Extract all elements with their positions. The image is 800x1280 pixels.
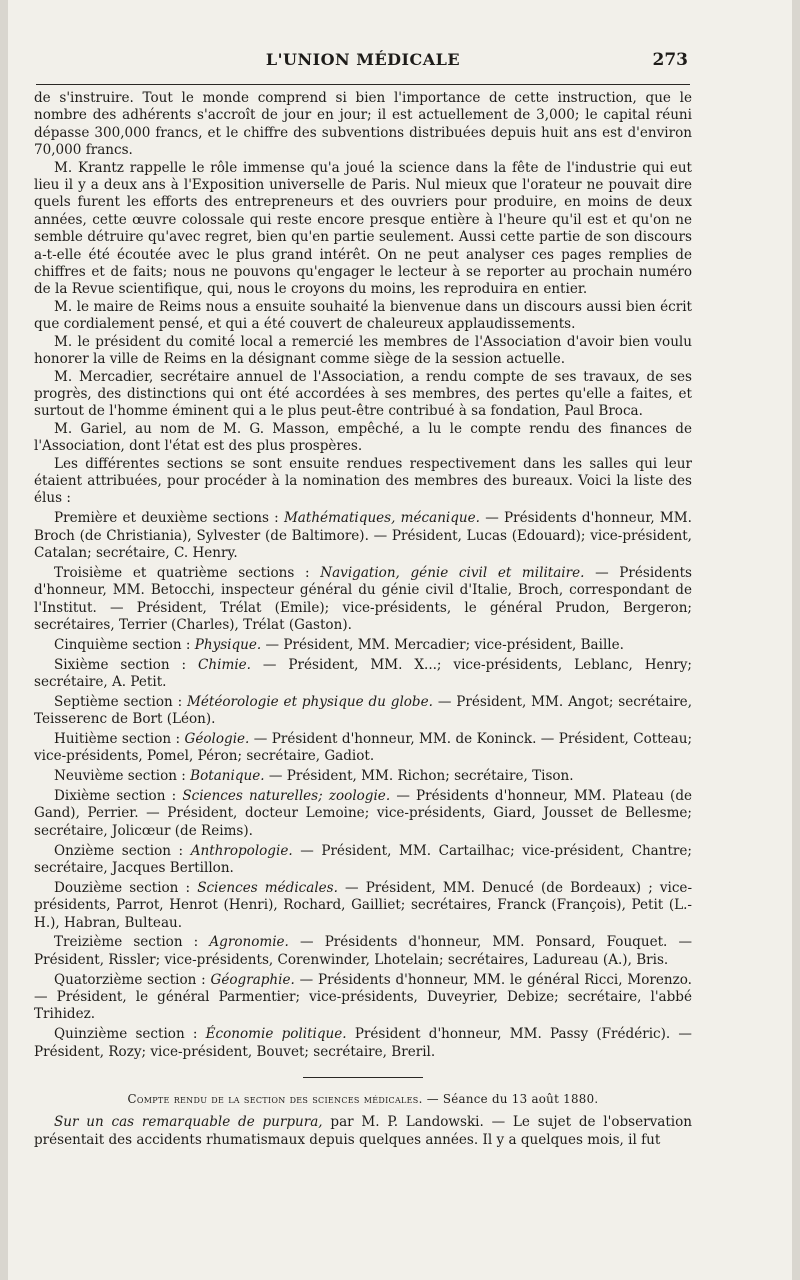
section-subject: Géologie.	[184, 730, 250, 747]
section-subject: Sciences médicales.	[197, 879, 338, 896]
paragraph: M. Krantz rappelle le rôle immense qu'a joué la science dans la fête de l'industrie qui eut lieu il y a deux ans à l'Exposition universelle de Paris. Nul mieux que l'orateur ne pouvait dire quels furent les efforts des entrepreneurs et des ouvriers pour produire, en moins de deux années, cette œuvre colossale qui reste encore presque entière à l'heure qu'il est et qu'on ne semble détruire qu'avec regret, bien qu'en partie seulement. Aussi cette partie de son discours a-t-elle été écoutée avec le plus grand intérêt. On ne peut analyser ces pages remplies de chiffres et de faits; nous ne pouvons qu'engager le lecteur à se reporter au prochain numéro de la Revue scientifique, qui, nous le croyons du moins, les reproduira en entier.	[34, 159, 692, 298]
section-divider	[303, 1077, 423, 1078]
section-entry	[34, 565, 692, 635]
section-entry	[34, 510, 692, 562]
section-label: Treizième section :	[54, 934, 199, 951]
section-entry	[34, 768, 692, 785]
section-entry	[34, 843, 692, 878]
page-number: 273	[652, 50, 688, 70]
section-officers: — Présidents d'honneur, MM. Betocchi, inspecteur général du génie civil d'Italie, Broch, correspondant de l'Institut. — Président, Trélat (Emile); vice-présidents, le général Prudon, Bergeron; secrétaires, Terrier (Charles), Trélat (Gaston).	[34, 564, 692, 633]
section-subject: Physique.	[194, 636, 262, 653]
running-title: L'UNION MÉDICALE	[265, 50, 461, 69]
section-label: Dixième section :	[54, 787, 177, 804]
section-officers: — Président, MM. Angot; secrétaire, Teisserenc de Bort (Léon).	[34, 693, 692, 728]
report-heading	[34, 1091, 692, 1108]
paragraph: M. Gariel, au nom de M. G. Masson, empêché, a lu le compte rendu des finances de l'Association, dont l'état est des plus prospères.	[34, 420, 692, 455]
section-entry	[34, 731, 692, 766]
section-entry	[34, 637, 692, 654]
report-intro-text: par M. P. Landowski. — Le sujet de l'observation présentait des accidents rhumatismaux depuis quelques années. Il y a quelques mois, il fut	[34, 1114, 692, 1148]
paragraph: M. Mercadier, secrétaire annuel de l'Association, a rendu compte de ses travaux, de ses progrès, des distinctions qui ont été accordées à ses membres, des pertes qu'elle a faites, et surtout de l'homme éminent qui a le plus peut-être contribué à sa fondation, Paul Broca.	[34, 368, 692, 420]
section-officers: — Président, MM. Richon; secrétaire, Tison.	[268, 768, 574, 785]
article-body	[34, 90, 692, 1149]
section-label: Quatorzième section :	[54, 971, 206, 988]
section-officers: — Président, MM. Mercadier; vice-président, Baille.	[265, 636, 624, 653]
report-intro	[34, 1114, 692, 1149]
section-entry	[34, 657, 692, 692]
section-label: Huitième section :	[54, 730, 181, 747]
section-subject: Botanique.	[190, 768, 265, 785]
section-officers: — Président, MM. Cartailhac; vice-président, Chantre; secrétaire, Jacques Bertillon.	[34, 842, 692, 876]
page	[8, 0, 792, 1280]
paragraph: Les différentes sections se sont ensuite rendues respectivement dans les salles qui leur étaient attribuées, pour procéder à la nomination des membres des bureaux. Voici la liste des élus :	[34, 455, 692, 507]
section-officers: Président d'honneur, MM. Passy (Frédéric). — Président, Rozy; vice-président, Bouvet; secrétaire, Breril.	[34, 1026, 692, 1060]
section-subject: Navigation, génie civil et militaire.	[320, 564, 585, 581]
section-label: Onzième section :	[54, 842, 184, 859]
section-officers: — Président, MM. X...; vice-présidents, Leblanc, Henry; secrétaire, A. Petit.	[34, 656, 692, 690]
section-officers: — Président, MM. Denucé (de Bordeaux) ; vice-présidents, Parrot, Henrot (Henri), Rochard, Gailliet; secrétaires, Franck (François), Petit (L.-H.), Habran, Bulteau.	[34, 879, 693, 931]
section-subject: Sciences naturelles; zoologie.	[182, 787, 391, 804]
section-entry	[34, 694, 692, 729]
section-label: Première et deuxième sections :	[54, 510, 279, 527]
section-label: Quinzième section :	[54, 1026, 198, 1043]
report-intro-title: Sur un cas remarquable de purpura,	[54, 1114, 323, 1131]
paragraph: M. le président du comité local a remercié les membres de l'Association d'avoir bien voulu honorer la ville de Reims en la désignant comme siège de la session actuelle.	[34, 333, 692, 368]
section-label: Troisième et quatrième sections :	[54, 564, 310, 581]
section-label: Sixième section :	[54, 656, 187, 673]
header-rule	[36, 84, 690, 85]
section-subject: Géographie.	[210, 971, 295, 988]
section-subject: Météorologie et physique du globe.	[187, 693, 433, 710]
report-heading-title: Compte rendu de la section des sciences médicales.	[127, 1092, 423, 1107]
section-entry	[34, 788, 692, 840]
section-label: Septième section :	[54, 693, 183, 710]
section-subject: Chimie.	[198, 656, 251, 673]
page-header	[38, 50, 688, 74]
section-officers: — Président d'honneur, MM. de Koninck. — Président, Cotteau; vice-présidents, Pomel, Péron; secrétaire, Gadiot.	[34, 730, 693, 765]
section-officers: — Présidents d'honneur, MM. Broch (de Christiania), Sylvester (de Baltimore). — Président, Lucas (Edouard); vice-président, Catalan; secrétaire, C. Henry.	[34, 510, 692, 561]
section-subject: Agronomie.	[209, 934, 289, 951]
section-subject: Mathématiques, mécanique.	[283, 510, 480, 527]
section-entry	[34, 972, 692, 1024]
section-subject: Anthropologie.	[190, 842, 293, 859]
section-label: Neuvième section :	[54, 768, 186, 785]
paragraph: de s'instruire. Tout le monde comprend si bien l'importance de cette instruction, que le nombre des adhérents s'accroît de jour en jour; il est actuellement de 3,000; le capital réuni dépasse 300,000 francs, et le chiffre des subventions distribuées depuis huit ans est d'environ 70,000 francs.	[34, 90, 692, 159]
section-officers: — Présidents d'honneur, MM. Ponsard, Fouquet. — Président, Rissler; vice-présidents, Corenwinder, Lhotelain; secrétaires, Ladureau (A.), Bris.	[34, 934, 693, 968]
section-entry	[34, 934, 692, 969]
section-label: Cinquième section :	[54, 636, 191, 653]
section-entry	[34, 880, 692, 932]
section-entry	[34, 1026, 692, 1061]
paragraph: M. le maire de Reims nous a ensuite souhaité la bienvenue dans un discours aussi bien écrit que cordialement pensé, et qui a été couvert de chaleureux applaudissements.	[34, 298, 692, 333]
section-officers: — Présidents d'honneur, MM. le général Ricci, Morenzo. — Président, le général Parmentier; vice-présidents, Duveyrier, Debize; secrétaire, l'abbé Trihidez.	[34, 971, 692, 1023]
report-heading-date: — Séance du 13 août 1880.	[426, 1092, 599, 1107]
section-subject: Économie politique.	[205, 1026, 347, 1043]
section-officers: — Présidents d'honneur, MM. Plateau (de Gand), Perrier. — Président, docteur Lemoine; vice-présidents, Giard, Jousset de Bellesme; secrétaire, Jolicœur (de Reims).	[34, 787, 693, 839]
section-list	[34, 510, 692, 1061]
section-label: Douzième section :	[54, 879, 191, 896]
